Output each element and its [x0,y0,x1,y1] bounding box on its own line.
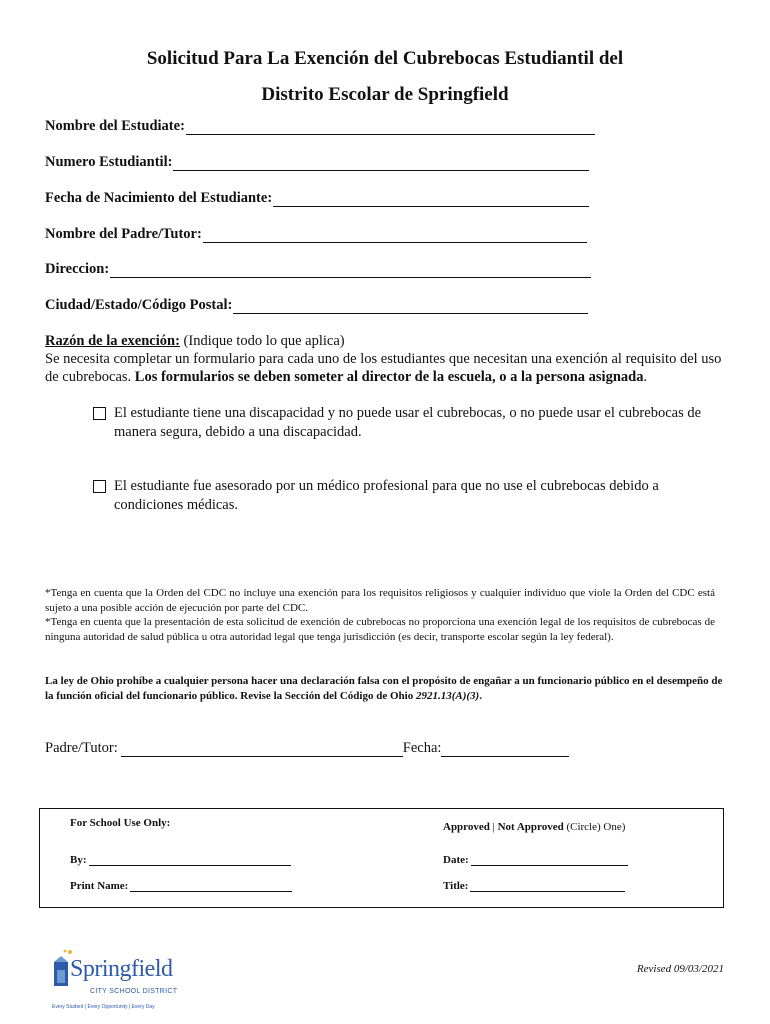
reason-bold-text: Los formularios se deben someter al director de la escuela, o a la persona asignada [134,369,644,385]
option-medical[interactable] [93,477,723,515]
birth-date-line[interactable] [273,192,589,207]
student-name-field[interactable] [45,118,595,135]
logo-sub: CITY SCHOOL DISTRICT [90,988,178,995]
approved-option[interactable]: Approved [443,821,490,833]
parent-name-line[interactable] [203,228,587,243]
print-name-field[interactable] [70,880,292,892]
address-field[interactable] [45,261,591,278]
address-line[interactable] [110,263,591,278]
date-label: Fecha: [402,740,442,756]
ohio-law-notice [45,674,725,704]
school-use-heading: For School Use Only: [70,817,171,829]
date-line[interactable] [441,742,569,757]
option-disability-text: El estudiante tiene una discapacidad y no puede usar el cubrebocas, o no puede usar el cubrebocas de manera segura, debido a una discapacidad. [114,405,702,440]
parent-signature-line[interactable] [121,742,403,757]
springfield-logo [52,948,192,1018]
option-medical-text: El estudiante fue asesorado por un médico profesional para que no use el cubrebocas debido a condiciones médicas. [114,478,659,513]
reason-hint: (Indique todo lo que aplica) [179,333,345,349]
birth-date-field[interactable] [45,190,589,207]
school-title-field[interactable] [443,880,625,892]
school-date-field[interactable] [443,854,628,866]
note-cdc-order: *Tenga en cuenta que la Orden del CDC no incluye una exención para los requisitos religiosos y cualquier individuo que viole la Orden del CDC está sujeto a una posible acción de ejecución por parte del CDC. [45,587,715,614]
by-field[interactable] [70,854,291,866]
approval-row [443,821,625,833]
school-date-label: Date: [443,854,469,866]
reason-text: Se necesita completar un formulario para cada uno de los estudiantes que necesitan una exención al requisito del uso de cubrebocas. [45,351,722,385]
student-number-field[interactable] [45,154,589,171]
print-name-line[interactable] [130,881,292,892]
school-title-label: Title: [443,880,469,892]
student-name-line[interactable] [186,120,595,135]
city-state-zip-line[interactable] [233,299,588,314]
revised-date: Revised 09/03/2021 [636,963,724,975]
checkbox-medical[interactable] [93,480,106,493]
approval-separator: | [489,821,498,833]
option-disability[interactable] [93,404,723,442]
law-text: La ley de Ohio prohíbe a cualquier persona hacer una declaración falsa con el propósito de engañar a un funcionario público en el desempeño de la función oficial del funcionario público. Revise la Sección del Código de Ohio [45,675,723,702]
signature-row [45,740,569,757]
field-label: Ciudad/Estado/Código Postal: [45,297,233,313]
circle-one-hint: (Circle) One) [563,821,626,833]
parent-name-field[interactable] [45,226,587,243]
not-approved-option[interactable]: Not Approved [497,821,564,833]
field-label: Nombre del Estudiate: [45,118,185,134]
field-label: Direccion: [45,261,110,277]
print-name-label: Print Name: [70,880,129,892]
city-state-zip-field[interactable] [45,297,588,314]
notes-section [45,586,715,644]
law-end: . [479,690,482,702]
field-label: Nombre del Padre/Tutor: [45,226,202,242]
by-line[interactable] [89,855,291,866]
student-number-line[interactable] [173,156,589,171]
note-legal-exemption: *Tenga en cuenta que la presentación de esta solicitud de exención de cubrebocas no proporciona una exención legal de los requisitos de cubrebocas de ninguna autoridad de salud pública u otra autoridad legal que tenga jurisdicción (es decir, transporte escolar según la ley federal). [45,616,715,643]
reason-end: . [643,369,648,385]
field-label: Numero Estudiantil: [45,154,173,170]
law-code: 2921.13(A)(3) [415,690,480,702]
by-label: By: [70,854,87,866]
logo-name: Springfield [70,956,173,982]
logo-tagline: Every Student | Every Opportunity | Every Day [52,1004,155,1010]
school-title-line[interactable] [470,881,625,892]
form-title-line-1: Solicitud Para La Exención del Cubrebocas Estudiantil del [146,48,624,69]
parent-signature-label: Padre/Tutor: [45,740,118,756]
field-label: Fecha de Nacimiento del Estudiante: [45,190,273,206]
form-title-line-2: Distrito Escolar de Springfield [261,84,509,105]
reason-section [45,332,730,386]
school-date-line[interactable] [471,855,628,866]
reason-heading: Razón de la exención: [45,333,180,349]
checkbox-disability[interactable] [93,407,106,420]
school-use-box [39,808,724,908]
